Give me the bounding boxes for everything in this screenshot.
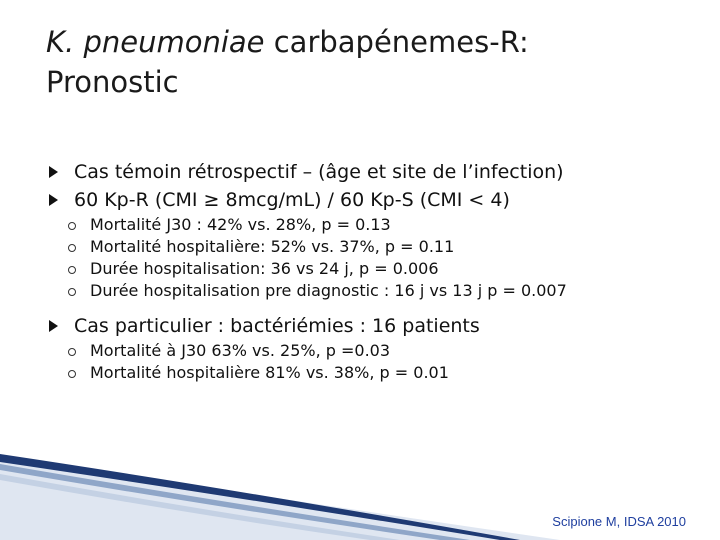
title-rest: carbapénemes-R:	[264, 25, 529, 59]
sub-bullet-item	[66, 280, 686, 302]
sub-bullet-text: Mortalité hospitalière 81% vs. 38%, p = 0.01	[90, 363, 449, 382]
bullet-text: Cas témoin rétrospectif – (âge et site de l’infection)	[74, 161, 564, 183]
title-line2: Pronostic	[46, 65, 179, 99]
ring-bullet-icon	[68, 348, 76, 356]
ring-bullet-icon	[68, 244, 76, 252]
ring-bullet-icon	[68, 266, 76, 274]
slide-title	[46, 22, 686, 102]
triangle-bullet-icon	[49, 320, 58, 332]
sub-bullet-text: Mortalité J30 : 42% vs. 28%, p = 0.13	[90, 215, 391, 234]
ring-bullet-icon	[68, 370, 76, 378]
sub-bullet-item	[66, 340, 686, 362]
bullet-item	[46, 158, 686, 186]
sub-bullet-text: Mortalité à J30 63% vs. 25%, p =0.03	[90, 341, 391, 360]
sub-bullet-list	[66, 214, 686, 302]
bullet-item	[46, 186, 686, 214]
triangle-bullet-icon	[49, 166, 58, 178]
sub-bullet-item	[66, 236, 686, 258]
bullet-text: 60 Kp-R (CMI ≥ 8mcg/mL) / 60 Kp-S (CMI < 4)	[74, 189, 510, 211]
sub-bullet-list	[66, 340, 686, 384]
sub-bullet-item	[66, 362, 686, 384]
sub-bullet-text: Durée hospitalisation pre diagnostic : 16 j vs 13 j p = 0.007	[90, 281, 567, 300]
sub-bullet-text: Durée hospitalisation: 36 vs 24 j, p = 0.006	[90, 259, 439, 278]
triangle-bullet-icon	[49, 194, 58, 206]
bullet-text: Cas particulier : bactériémies : 16 patients	[74, 315, 480, 337]
citation: Scipione M, IDSA 2010	[552, 514, 686, 529]
ring-bullet-icon	[68, 222, 76, 230]
ring-bullet-icon	[68, 288, 76, 296]
sub-bullet-text: Mortalité hospitalière: 52% vs. 37%, p = 0.11	[90, 237, 455, 256]
bullet-item	[46, 312, 686, 340]
title-italic: K. pneumoniae	[46, 25, 265, 59]
sub-bullet-item	[66, 214, 686, 236]
sub-bullet-item	[66, 258, 686, 280]
bullet-list	[46, 158, 686, 384]
